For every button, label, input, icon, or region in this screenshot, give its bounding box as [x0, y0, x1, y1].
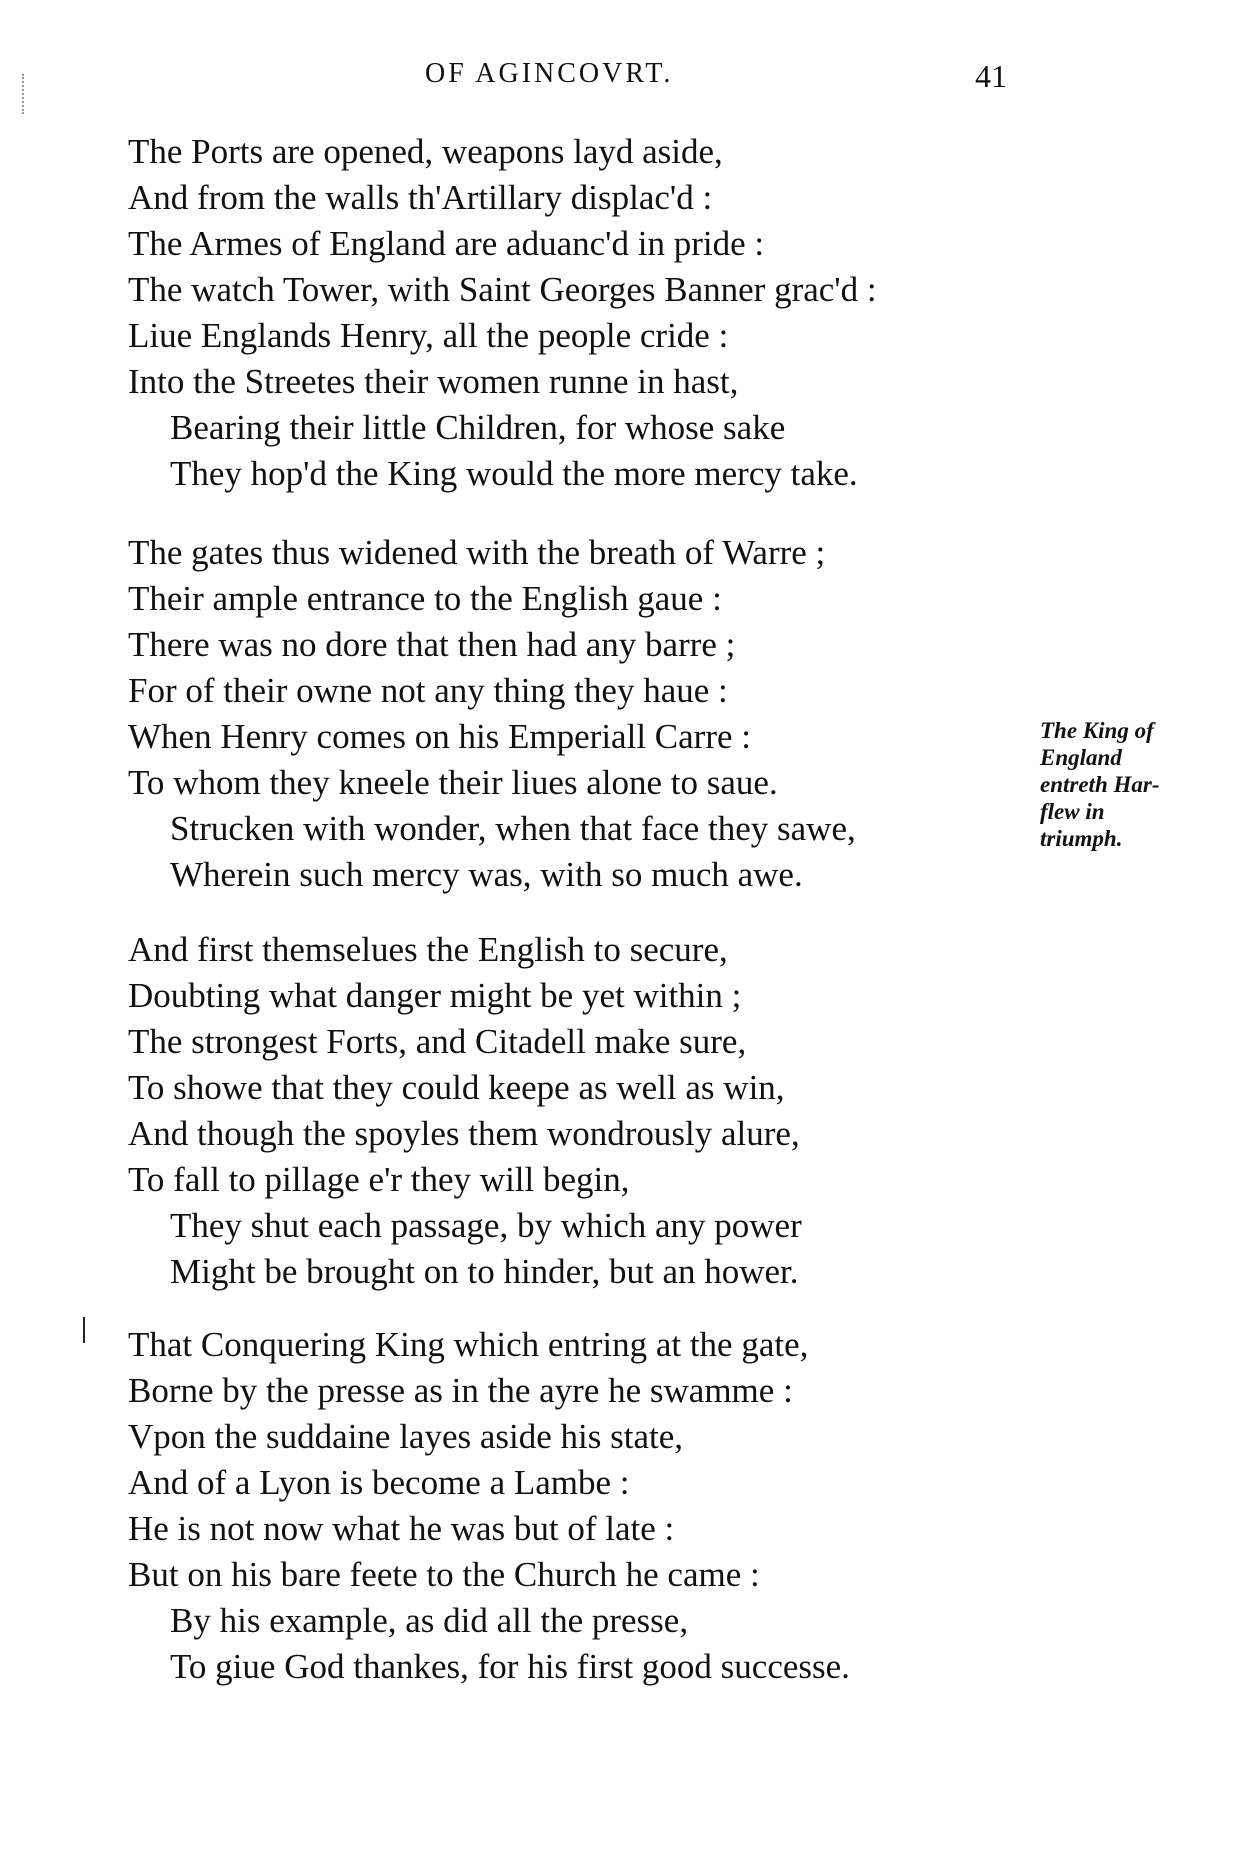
- verse-line: But on his bare feete to the Church he came :: [128, 1555, 760, 1594]
- stanza-3: [128, 927, 1048, 1295]
- verse-line-indented: Bearing their little Children, for whose sake: [170, 408, 786, 447]
- verse-line: Liue Englands Henry, all the people cride :: [128, 316, 729, 355]
- verse-line: For of their owne not any thing they haue :: [128, 671, 728, 710]
- margin-note-line: England: [1040, 745, 1122, 770]
- margin-note-line: flew in: [1040, 799, 1105, 824]
- margin-note-line: The King of: [1040, 718, 1154, 743]
- verse-line: The watch Tower, with Saint Georges Banner grac'd :: [128, 270, 877, 309]
- verse-line: The Armes of England are aduanc'd in pride :: [128, 224, 765, 263]
- verse-line: He is not now what he was but of late :: [128, 1509, 675, 1548]
- verse-line: And though the spoyles them wondrously alure,: [128, 1114, 800, 1153]
- margin-note-line: triumph.: [1040, 826, 1123, 851]
- verse-line-indented: By his example, as did all the presse,: [170, 1601, 689, 1640]
- verse-line: To fall to pillage e'r they will begin,: [128, 1160, 630, 1199]
- verse-line: Doubting what danger might be yet within ;: [128, 976, 742, 1015]
- running-title: OF AGINCOVRT.: [425, 58, 674, 89]
- running-head: [0, 58, 1244, 98]
- verse-line-indented: Might be brought on to hinder, but an hower.: [170, 1252, 799, 1291]
- verse-line-indented: To giue God thankes, for his first good successe.: [170, 1647, 850, 1686]
- margin-note-line: entreth Har-: [1040, 772, 1160, 797]
- verse-line: And from the walls th'Artillary displac'd :: [128, 178, 713, 217]
- stanza-1: [128, 129, 1048, 497]
- verse-line-indented: They shut each passage, by which any power: [170, 1206, 802, 1245]
- verse-line: To whom they kneele their liues alone to saue.: [128, 763, 778, 802]
- page-number: 41: [975, 58, 1007, 94]
- verse-line: Into the Streetes their women runne in hast,: [128, 362, 739, 401]
- verse-line: To showe that they could keepe as well as win,: [128, 1068, 785, 1107]
- verse-line-indented: They hop'd the King would the more mercy take.: [170, 454, 858, 493]
- verse-line: The Ports are opened, weapons layd aside,: [128, 132, 723, 171]
- verse-line: Vpon the suddaine layes aside his state,: [128, 1417, 684, 1456]
- verse-line: Their ample entrance to the English gaue :: [128, 579, 722, 618]
- verse-line: The gates thus widened with the breath of Warre ;: [128, 533, 826, 572]
- verse-line: And of a Lyon is become a Lambe :: [128, 1463, 630, 1502]
- verse-line: The strongest Forts, and Citadell make sure,: [128, 1022, 747, 1061]
- gutter-mark: [83, 1317, 85, 1343]
- verse-line-indented: Wherein such mercy was, with so much awe.: [170, 855, 803, 894]
- verse-line: There was no dore that then had any barre ;: [128, 625, 736, 664]
- verse-line: When Henry comes on his Emperiall Carre :: [128, 717, 751, 756]
- verse-line: Borne by the presse as in the ayre he swamme :: [128, 1371, 793, 1410]
- verse-line: That Conquering King which entring at the gate,: [128, 1325, 809, 1364]
- margin-note: [1040, 717, 1230, 852]
- stanza-2: [128, 530, 1048, 898]
- stanza-4: [128, 1322, 1048, 1690]
- verse-line-indented: Strucken with wonder, when that face they sawe,: [170, 809, 856, 848]
- verse-line: And first themselues the English to secure,: [128, 930, 728, 969]
